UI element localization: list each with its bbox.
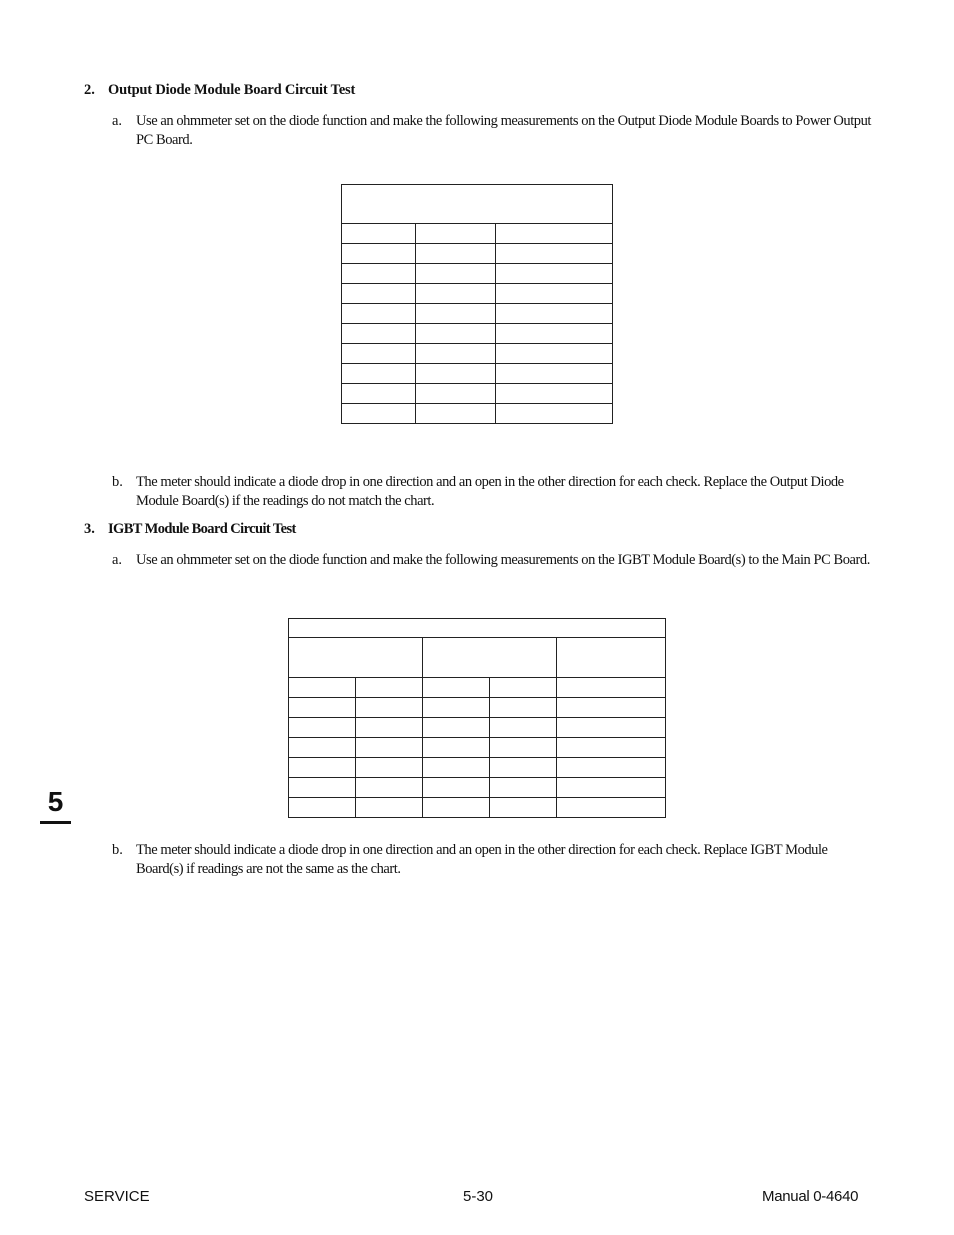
table-cell [490,778,557,798]
table-cell [289,798,356,818]
table-cell [496,404,613,424]
table-cell [289,698,356,718]
table-cell [289,718,356,738]
table-row [289,678,666,698]
table-cell [490,698,557,718]
chapter-tab: 5 [47,786,64,817]
footer-section-label: SERVICE [84,1188,150,1205]
table-cell [423,718,490,738]
table-cell [557,698,666,718]
table-row [342,284,613,304]
section-3b-letter: b. [112,842,123,858]
output-diode-table [341,184,613,424]
section-2a-text: Use an ohmmeter set on the diode function and make the following measurements on the Output Diode Module Boards to Power Output PC Board. [136,113,871,148]
table-cell [557,778,666,798]
table-cell [496,384,613,404]
chapter-tab-underline [40,821,71,824]
section-3b-text: The meter should indicate a diode drop in one direction and an open in the other direction for each check. Replace IGBT Module Board(s) if readings are not the same as the chart. [136,842,828,877]
table-cell [496,224,613,244]
table-cell [423,678,490,698]
table-cell [289,778,356,798]
table-cell [356,678,423,698]
table-header-row [342,224,613,244]
table-cell [289,638,423,678]
table-cell [423,798,490,818]
table-cell [342,284,416,304]
table-cell [423,638,557,678]
table-cell [342,224,416,244]
section-3a-letter: a. [112,552,123,568]
table-cell [416,324,496,344]
table-cell [416,264,496,284]
table-cell [416,304,496,324]
table-cell [416,384,496,404]
table-cell [356,698,423,718]
table-title-row [289,619,666,638]
table-title-cell [342,185,613,224]
table-cell [416,364,496,384]
table-cell [342,404,416,424]
table-cell [490,798,557,818]
table-row [342,324,613,344]
table-cell [490,738,557,758]
table-row [289,718,666,738]
table-cell [289,738,356,758]
table-cell [557,678,666,698]
section-2-heading: Output Diode Module Board Circuit Test [108,82,356,98]
section-2b-letter: b. [112,474,123,490]
table-cell [496,324,613,344]
table-cell [557,758,666,778]
table-cell [557,718,666,738]
footer-manual-number: Manual 0-4640 [762,1188,859,1205]
table-row [289,738,666,758]
table-group-header-row [289,638,666,678]
table-cell [557,798,666,818]
table-cell [416,344,496,364]
table-row [289,778,666,798]
section-2-number: 2. [84,82,95,98]
table-cell [342,244,416,264]
table-cell [490,678,557,698]
table-cell [416,244,496,264]
section-3a-text: Use an ohmmeter set on the diode function and make the following measurements on the IGBT Module Board(s) to the Main PC Board. [136,552,870,568]
table-cell [496,264,613,284]
table-cell [416,284,496,304]
table-row [342,404,613,424]
table-title-row [342,185,613,224]
table-cell [416,224,496,244]
table-cell [342,324,416,344]
footer-page-number: 5-30 [463,1188,494,1205]
table-cell [496,304,613,324]
table-cell [342,304,416,324]
table-cell [423,698,490,718]
table-row [342,344,613,364]
section-3-heading: IGBT Module Board Circuit Test [108,521,296,537]
table-cell [289,678,356,698]
table-cell [496,364,613,384]
table-cell [342,364,416,384]
table-row [342,244,613,264]
table-cell [490,718,557,738]
section-3-number: 3. [84,521,95,537]
table-cell [356,798,423,818]
section-2a-letter: a. [112,113,123,129]
table-cell [342,344,416,364]
table-cell [356,738,423,758]
table-cell [356,778,423,798]
table-cell [557,738,666,758]
table-row [342,264,613,284]
table-title-cell [289,619,666,638]
table-cell [423,778,490,798]
table-cell [356,758,423,778]
table-cell [496,344,613,364]
table-cell [423,758,490,778]
table-cell [342,264,416,284]
table-row [342,364,613,384]
table-cell [416,404,496,424]
table-cell [496,284,613,304]
table-cell [496,244,613,264]
table-cell [423,738,490,758]
table-cell [289,758,356,778]
igbt-module-table [288,618,666,818]
table-row [342,304,613,324]
table-cell [356,718,423,738]
table-row [289,758,666,778]
table-row [289,798,666,818]
table-cell [490,758,557,778]
section-2b-text: The meter should indicate a diode drop in one direction and an open in the other direction for each check. Replace the Output Diode Module Board(s) if the readings do not match the chart. [136,474,844,509]
table-row [289,698,666,718]
table-cell [557,638,666,678]
table-row [342,384,613,404]
table-cell [342,384,416,404]
